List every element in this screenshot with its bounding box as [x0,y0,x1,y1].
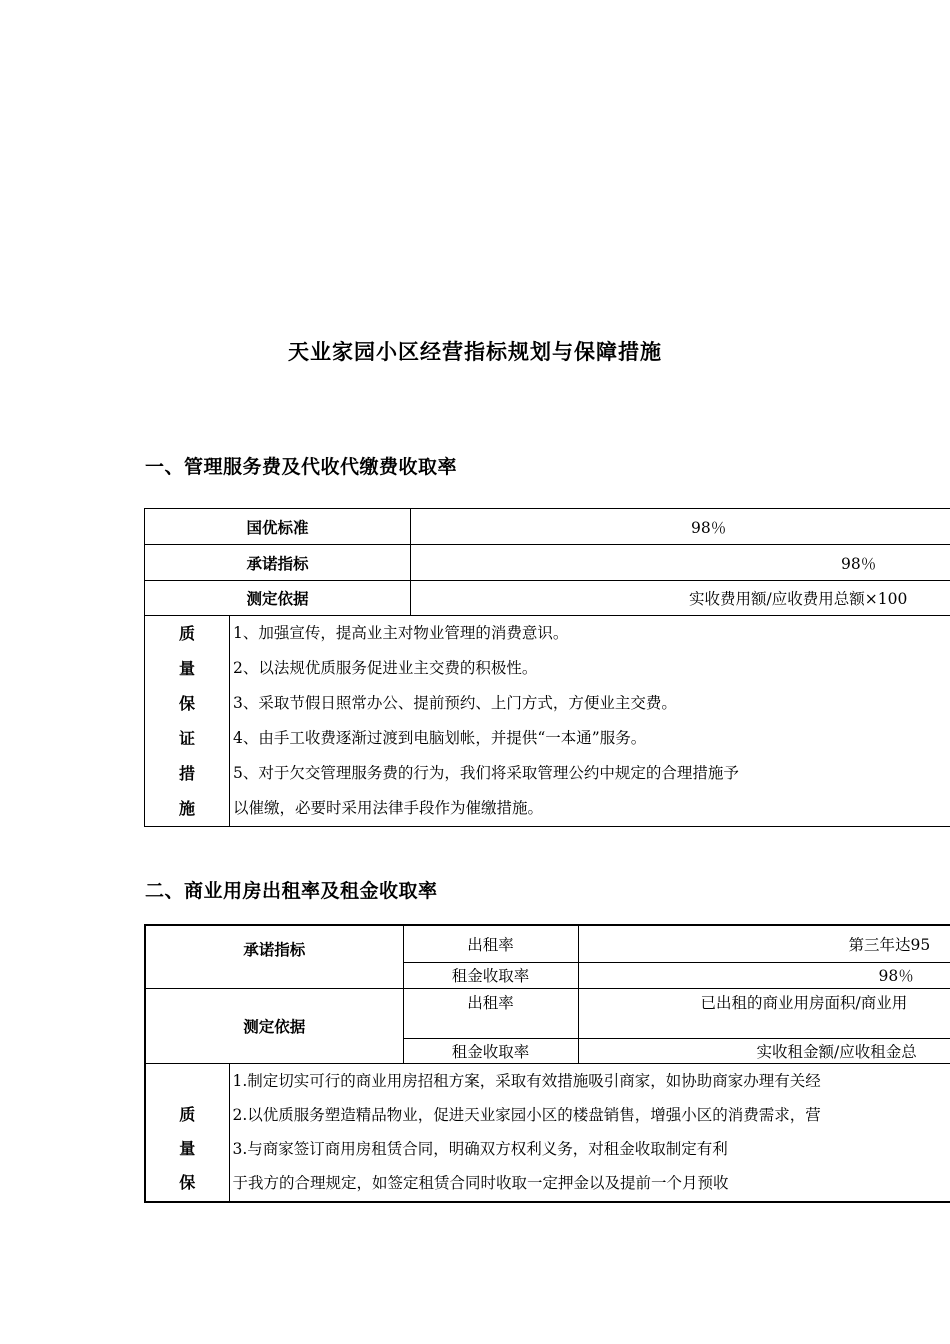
measures-label-char: 措 [178,764,195,783]
label-basis-2: 测定依据 [145,988,403,1063]
measure-item: 3.与商家签订商用房租赁合同，明确双方权利义务，对租金收取制定有利 [232,1139,728,1158]
measures-label-char: 保 [179,1172,196,1192]
measures-text-cell-2 [229,1063,950,1202]
measure-item: 3、采取节假日照常办公、提前预约、上门方式，方便业主交费。 [233,694,677,712]
measures-label-char: 质 [178,624,195,643]
measures-label-char: 施 [178,799,195,818]
section2-heading: 二、商业用房出租率及租金收取率 [145,880,438,902]
measures-label-char: 保 [178,694,195,713]
measure-item: 1.制定切实可行的商业用房招租方案，采取有效措施吸引商家，如协助商家办理有关经 [232,1071,821,1090]
measure-item: 1、加强宣传，提高业主对物业管理的消费意识。 [233,624,569,642]
fee-collection-table [144,508,950,827]
measures-label-char: 量 [178,659,195,678]
value-national-standard: 98％ [411,509,950,545]
label-national-standard: 国优标准 [145,509,411,545]
measures-label-char: 量 [179,1138,196,1158]
item-basis-occupancy: 出租率 [403,988,578,1038]
value-commitment: 98％ [411,545,950,581]
measure-item: 2.以优质服务塑造精品物业，促进天业家园小区的楼盘销售，增强小区的消费需求，营 [232,1105,821,1124]
label-basis: 测定依据 [145,581,411,616]
document-title: 天业家园小区经营指标规划与保障措施 [288,340,662,364]
measure-item: 4、由手工收费逐渐过渡到电脑划帐，并提供“一本通”服务。 [233,729,647,747]
item-occupancy-rate: 出租率 [403,925,578,962]
value-rent-collection-rate: 98％ [578,962,950,988]
value-basis: 实收费用额/应收费用总额×100 [411,581,950,616]
measures-label-cell-2 [145,1063,229,1202]
measure-item: 于我方的合理规定，如签定租赁合同时收取一定押金以及提前一个月预收 [232,1173,729,1192]
section1-heading: 一、管理服务费及代收代缴费收取率 [145,456,458,478]
rental-table [144,924,950,1203]
measure-item: 5、对于欠交管理服务费的行为，我们将采取管理公约中规定的合理措施予 [233,764,739,782]
measure-item: 以催缴，必要时采用法律手段作为催缴措施。 [233,799,544,817]
measures-label-char: 质 [179,1104,196,1124]
label-commitment: 承诺指标 [145,545,411,581]
measures-label-cell [145,616,230,827]
item-rent-collection-rate: 租金收取率 [403,962,578,988]
label-commitment-2: 承诺指标 [145,925,403,988]
value-basis-rent: 实收租金额/应收租金总 [578,1038,950,1063]
item-basis-rent: 租金收取率 [403,1038,578,1063]
value-basis-occupancy: 已出租的商业用房面积/商业用 [578,988,950,1038]
measures-text-cell [230,616,950,827]
measure-item: 2、以法规优质服务促进业主交费的积极性。 [233,659,538,677]
value-occupancy-rate: 第三年达95 [578,925,950,962]
measures-label-char: 证 [178,729,195,748]
